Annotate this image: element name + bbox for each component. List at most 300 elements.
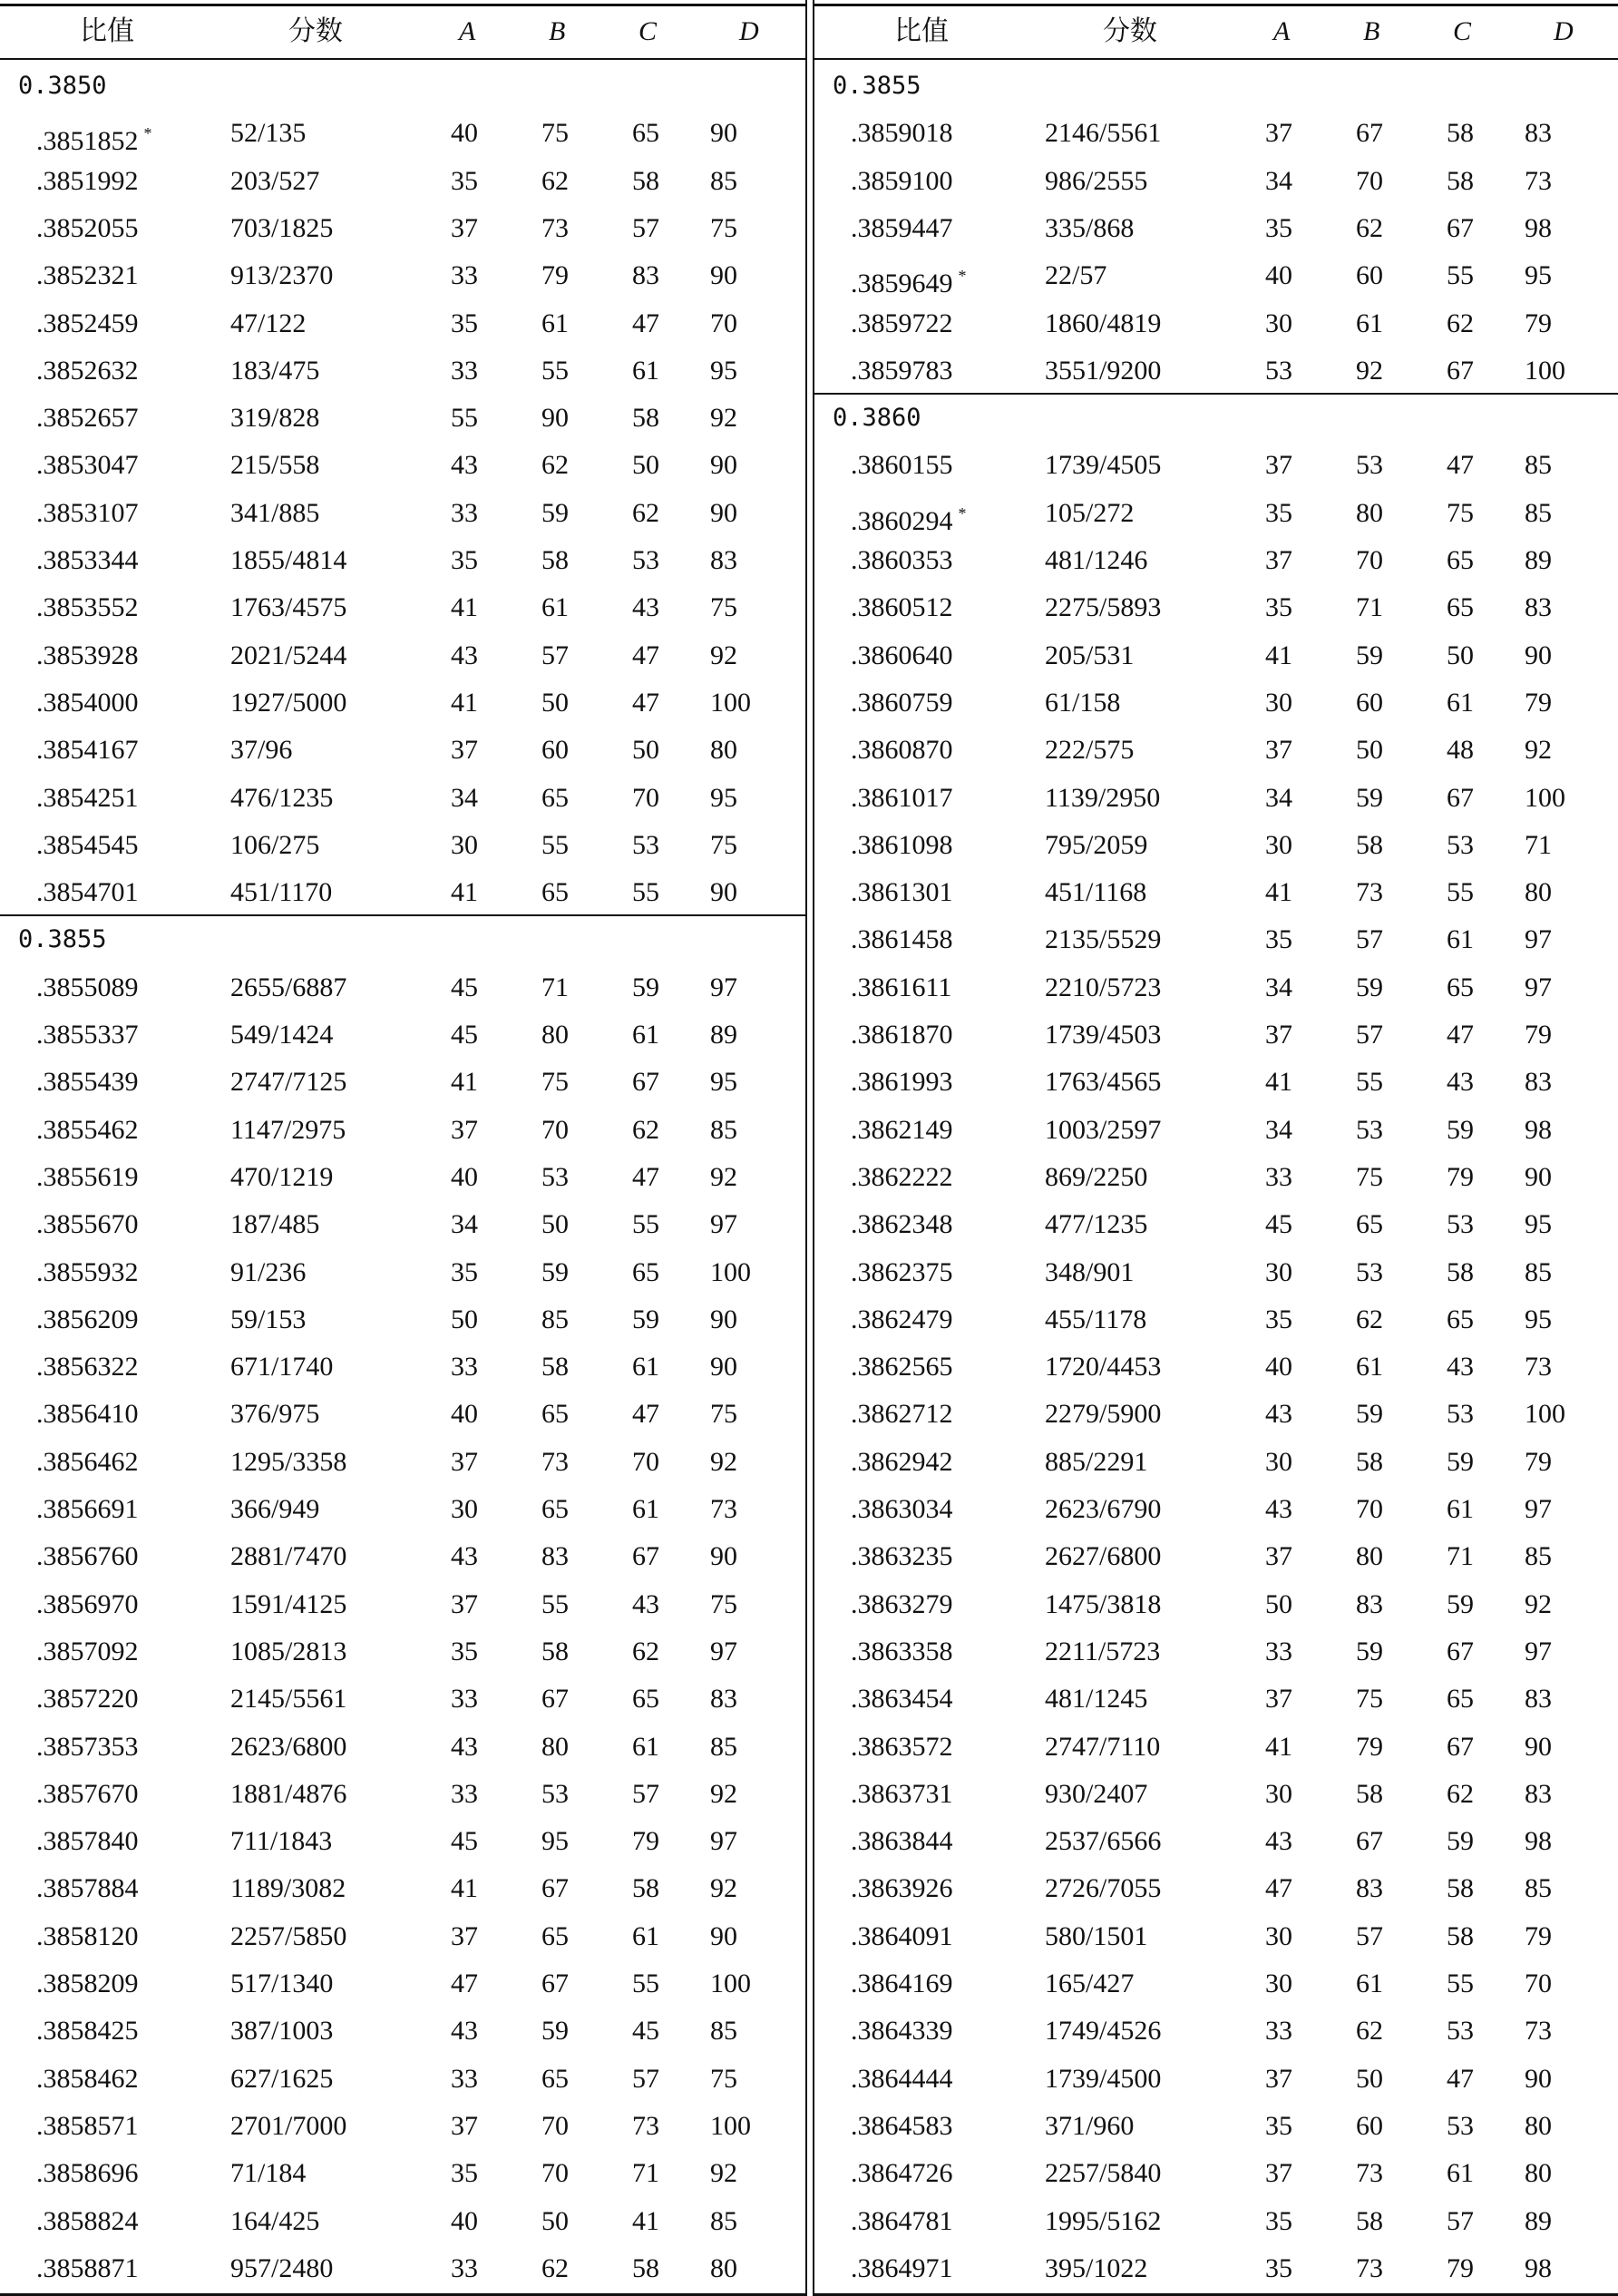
fraction-cell: 203/527 — [230, 165, 320, 196]
b-cell: 83 — [541, 1541, 569, 1572]
table-row — [0, 1391, 805, 1438]
c-cell: 58 — [1447, 1920, 1474, 1951]
b-cell: 57 — [1356, 924, 1383, 955]
table-row — [0, 775, 805, 822]
ratio-cell: .3864091 — [851, 1920, 953, 1951]
fraction-cell: 47/122 — [230, 308, 307, 338]
fraction-cell: 885/2291 — [1045, 1446, 1148, 1477]
fraction-cell: 1139/2950 — [1045, 782, 1161, 813]
ratio-cell: .3856322 — [36, 1352, 139, 1382]
a-cell: 40 — [1265, 1352, 1292, 1382]
c-cell: 45 — [632, 2016, 659, 2047]
header-d: D — [739, 16, 759, 46]
c-cell: 73 — [632, 2110, 659, 2141]
d-cell: 90 — [710, 877, 737, 908]
c-cell: 47 — [632, 308, 659, 338]
ratio-cell: .3857220 — [36, 1684, 139, 1715]
b-cell: 55 — [541, 829, 569, 860]
ratio-cell: .3860870 — [851, 735, 953, 766]
asterisk-mark: * — [958, 267, 967, 286]
c-cell: 48 — [1447, 735, 1474, 766]
table-row — [0, 1628, 805, 1676]
c-cell: 53 — [1447, 1399, 1474, 1430]
ratio-cell: .3861993 — [851, 1067, 953, 1098]
ratio-cell: .3854167 — [36, 735, 139, 766]
table-row — [814, 869, 1618, 916]
c-cell: 47 — [632, 1399, 659, 1430]
ratio-cell: .3853552 — [36, 592, 139, 623]
d-cell: 79 — [1525, 308, 1552, 338]
b-cell: 58 — [1356, 1446, 1383, 1477]
d-cell: 83 — [1525, 118, 1552, 149]
b-cell: 70 — [1356, 165, 1383, 196]
b-cell: 95 — [541, 1826, 569, 1857]
fraction-cell: 387/1003 — [230, 2016, 334, 2047]
c-cell: 71 — [632, 2158, 659, 2189]
fraction-cell: 580/1501 — [1045, 1920, 1148, 1951]
d-cell: 90 — [710, 1920, 737, 1951]
fraction-cell: 348/901 — [1045, 1256, 1135, 1287]
d-cell: 90 — [710, 118, 737, 149]
a-cell: 41 — [451, 592, 478, 623]
d-cell: 73 — [710, 1494, 737, 1524]
table-row — [814, 1913, 1618, 1960]
ratio-cell: .3862375 — [851, 1256, 953, 1287]
c-cell: 59 — [1447, 1114, 1474, 1145]
header-c: C — [638, 16, 658, 46]
table-row — [0, 1486, 805, 1533]
c-cell: 67 — [1447, 212, 1474, 243]
b-cell: 62 — [1356, 2016, 1383, 2047]
a-cell: 43 — [1265, 1494, 1292, 1524]
d-cell: 100 — [1525, 782, 1565, 813]
b-cell: 50 — [541, 1209, 569, 1240]
a-cell: 37 — [451, 1588, 478, 1619]
d-cell: 90 — [1525, 640, 1552, 670]
ratio-cell: .3859649 * — [851, 267, 967, 299]
a-cell: 41 — [1265, 1731, 1292, 1762]
ratio-cell: .3862479 — [851, 1304, 953, 1334]
b-cell: 53 — [541, 1778, 569, 1809]
b-cell: 61 — [1356, 1969, 1383, 1998]
d-cell: 79 — [1525, 1446, 1552, 1477]
fraction-cell: 205/531 — [1045, 640, 1135, 670]
table-row — [814, 2198, 1618, 2245]
a-cell: 34 — [1265, 165, 1292, 196]
d-cell: 90 — [1525, 1161, 1552, 1192]
b-cell: 65 — [541, 1920, 569, 1951]
fraction-cell: 376/975 — [230, 1399, 320, 1430]
ratio-cell: .3858425 — [36, 2016, 139, 2047]
d-cell: 80 — [1525, 2110, 1552, 2141]
ratio-cell: .3860512 — [851, 592, 953, 623]
ratio-cell: .3856209 — [36, 1304, 139, 1334]
d-cell: 75 — [710, 212, 737, 243]
ratio-cell: .3856410 — [36, 1399, 139, 1430]
b-cell: 75 — [541, 118, 569, 149]
b-cell: 80 — [1356, 497, 1383, 528]
d-cell: 97 — [710, 1209, 737, 1240]
fraction-cell: 930/2407 — [1045, 1778, 1148, 1809]
b-cell: 70 — [541, 2158, 569, 2189]
d-cell: 98 — [1525, 1114, 1552, 1145]
d-cell: 92 — [710, 2158, 737, 2189]
a-cell: 30 — [451, 1494, 478, 1524]
ratio-cell: .3859447 — [851, 212, 953, 243]
table-row — [814, 1628, 1618, 1676]
c-cell: 67 — [632, 1067, 659, 1098]
d-cell: 98 — [1525, 1826, 1552, 1857]
c-cell: 70 — [632, 782, 659, 813]
header-fraction: 分数 — [1103, 15, 1157, 47]
ratio-cell: .3857092 — [36, 1636, 139, 1666]
c-cell: 79 — [632, 1826, 659, 1857]
d-cell: 83 — [710, 545, 737, 575]
table-row — [0, 2008, 805, 2055]
ratio-cell: .3864339 — [851, 2016, 953, 2047]
fraction-cell: 913/2370 — [230, 260, 334, 291]
b-cell: 90 — [541, 403, 569, 434]
table-row — [0, 1533, 805, 1580]
b-cell: 71 — [541, 972, 569, 1002]
fraction-cell: 1763/4565 — [1045, 1067, 1162, 1098]
ratio-cell: .3862348 — [851, 1209, 953, 1240]
a-cell: 55 — [451, 403, 478, 434]
ratio-cell: .3854545 — [36, 829, 139, 860]
fraction-cell: 2211/5723 — [1045, 1636, 1161, 1666]
d-cell: 98 — [1525, 2252, 1552, 2283]
fraction-cell: 711/1843 — [230, 1826, 333, 1857]
right-table-panel — [813, 0, 1618, 2296]
ratio-cell: .3863358 — [851, 1636, 953, 1666]
fraction-cell: 455/1178 — [1045, 1304, 1147, 1334]
c-cell: 47 — [1447, 450, 1474, 481]
c-cell: 47 — [632, 640, 659, 670]
fraction-cell: 2701/7000 — [230, 2110, 347, 2141]
d-cell: 75 — [710, 1399, 737, 1430]
b-cell: 73 — [1356, 2252, 1383, 2283]
table-row — [0, 1296, 805, 1343]
b-cell: 53 — [541, 1161, 569, 1192]
fraction-cell: 2146/5561 — [1045, 118, 1162, 149]
a-cell: 45 — [451, 1020, 478, 1050]
b-cell: 58 — [541, 1352, 569, 1382]
d-cell: 83 — [710, 1684, 737, 1715]
fraction-cell: 2655/6887 — [230, 972, 347, 1002]
a-cell: 34 — [1265, 782, 1292, 813]
table-row — [814, 1818, 1618, 1865]
d-cell: 75 — [710, 829, 737, 860]
table-row — [814, 775, 1618, 822]
a-cell: 33 — [451, 497, 478, 528]
ratio-cell: .3863572 — [851, 1731, 953, 1762]
b-cell: 67 — [1356, 118, 1383, 149]
a-cell: 37 — [1265, 735, 1292, 766]
a-cell: 35 — [1265, 2205, 1292, 2236]
fraction-cell: 1860/4819 — [1045, 308, 1162, 338]
d-cell: 95 — [1525, 1209, 1552, 1240]
b-cell: 67 — [541, 1873, 569, 1904]
c-cell: 62 — [632, 497, 659, 528]
d-cell: 98 — [1525, 212, 1552, 243]
c-cell: 61 — [1447, 924, 1474, 955]
a-cell: 37 — [1265, 450, 1292, 481]
b-cell: 73 — [1356, 877, 1383, 908]
a-cell: 33 — [1265, 1636, 1292, 1666]
d-cell: 85 — [1525, 450, 1552, 481]
fraction-cell: 335/868 — [1045, 212, 1135, 243]
a-cell: 35 — [1265, 924, 1292, 955]
d-cell: 83 — [1525, 1778, 1552, 1809]
table-row — [814, 964, 1618, 1011]
a-cell: 43 — [451, 640, 478, 670]
b-cell: 59 — [1356, 782, 1383, 813]
d-cell: 79 — [1525, 687, 1552, 718]
fraction-cell: 869/2250 — [1045, 1161, 1148, 1192]
fraction-cell: 1995/5162 — [1045, 2205, 1162, 2236]
c-cell: 55 — [632, 1969, 659, 1998]
b-cell: 59 — [1356, 972, 1383, 1002]
a-cell: 33 — [451, 1352, 478, 1382]
a-cell: 41 — [451, 877, 478, 908]
header-ratio: 比值 — [80, 15, 134, 47]
table-row — [814, 158, 1618, 205]
a-cell: 33 — [451, 1778, 478, 1809]
b-cell: 57 — [1356, 1020, 1383, 1050]
d-cell: 75 — [710, 1588, 737, 1619]
d-cell: 92 — [710, 1873, 737, 1904]
d-cell: 85 — [710, 2016, 737, 2047]
d-cell: 75 — [710, 592, 737, 623]
b-cell: 80 — [541, 1020, 569, 1050]
b-cell: 79 — [1356, 1731, 1383, 1762]
a-cell: 33 — [451, 2252, 478, 2283]
b-cell: 53 — [1356, 1114, 1383, 1145]
d-cell: 79 — [1525, 1920, 1552, 1951]
table-row — [0, 1107, 805, 1154]
table-row — [0, 1439, 805, 1486]
c-cell: 47 — [632, 1161, 659, 1192]
table-row — [0, 964, 805, 1011]
a-cell: 45 — [451, 1826, 478, 1857]
header-a: A — [459, 16, 476, 46]
fraction-cell: 2275/5893 — [1045, 592, 1162, 623]
table-row — [814, 1960, 1618, 2008]
c-cell: 43 — [632, 592, 659, 623]
c-cell: 62 — [1447, 308, 1474, 338]
c-cell: 57 — [632, 2063, 659, 2094]
a-cell: 30 — [1265, 1256, 1292, 1287]
ratio-cell: .3861611 — [851, 972, 952, 1002]
ratio-cell: .3859783 — [851, 355, 953, 386]
ratio-cell: .3857353 — [36, 1731, 139, 1762]
ratio-cell: .3864169 — [851, 1969, 953, 1998]
c-cell: 50 — [1447, 640, 1474, 670]
b-cell: 60 — [1356, 260, 1383, 291]
fraction-cell: 549/1424 — [230, 1020, 334, 1050]
a-cell: 43 — [451, 450, 478, 481]
b-cell: 62 — [541, 2252, 569, 2283]
fraction-cell: 2726/7055 — [1045, 1873, 1162, 1904]
table-row — [0, 1960, 805, 2008]
table-row — [0, 679, 805, 727]
fraction-cell: 1720/4453 — [1045, 1352, 1162, 1382]
c-cell: 58 — [1447, 165, 1474, 196]
fraction-cell: 37/96 — [230, 735, 293, 766]
d-cell: 90 — [710, 1541, 737, 1572]
fraction-cell: 59/153 — [230, 1304, 307, 1334]
ratio-cell: .3858209 — [36, 1969, 139, 1998]
ratio-cell: .3863034 — [851, 1494, 953, 1524]
table-row — [814, 1486, 1618, 1533]
fraction-cell: 1739/4500 — [1045, 2063, 1162, 2094]
table-row — [0, 584, 805, 631]
c-cell: 61 — [632, 1494, 659, 1524]
c-cell: 79 — [1447, 1161, 1474, 1192]
table-row — [0, 490, 805, 537]
b-cell: 65 — [541, 2063, 569, 2094]
a-cell: 33 — [451, 355, 478, 386]
c-cell: 55 — [1447, 1969, 1474, 1998]
fraction-cell: 215/558 — [230, 450, 320, 481]
b-cell: 65 — [541, 782, 569, 813]
ratio-cell: .3862942 — [851, 1446, 953, 1477]
a-cell: 35 — [451, 2158, 478, 2189]
a-cell: 50 — [451, 1304, 478, 1334]
d-cell: 85 — [1525, 1256, 1552, 1287]
c-cell: 43 — [632, 1588, 659, 1619]
ratio-cell: .3855932 — [36, 1256, 139, 1287]
c-cell: 41 — [632, 2205, 659, 2236]
table-row — [0, 300, 805, 347]
table-row — [0, 252, 805, 299]
c-cell: 59 — [1447, 1446, 1474, 1477]
a-cell: 40 — [451, 1399, 478, 1430]
fraction-cell: 476/1235 — [230, 782, 334, 813]
ratio-cell: .3856462 — [36, 1446, 139, 1477]
fraction-cell: 187/485 — [230, 1209, 320, 1240]
b-cell: 55 — [1356, 1067, 1383, 1098]
b-cell: 73 — [541, 1446, 569, 1477]
fraction-cell: 1591/4125 — [230, 1588, 347, 1619]
a-cell: 30 — [1265, 829, 1292, 860]
d-cell: 89 — [1525, 545, 1552, 575]
a-cell: 41 — [1265, 640, 1292, 670]
c-cell: 47 — [1447, 2063, 1474, 2094]
c-cell: 53 — [1447, 1209, 1474, 1240]
a-cell: 53 — [1265, 355, 1292, 386]
fraction-cell: 105/272 — [1045, 497, 1135, 528]
ratio-cell: .3852632 — [36, 355, 139, 386]
ratio-cell: .3863235 — [851, 1541, 953, 1572]
table-row — [0, 822, 805, 869]
ratio-cell: .3864971 — [851, 2252, 953, 2283]
fraction-cell: 2623/6800 — [230, 1731, 347, 1762]
ratio-cell: .3854251 — [36, 782, 139, 813]
a-cell: 34 — [1265, 972, 1292, 1002]
c-cell: 65 — [1447, 1684, 1474, 1715]
ratio-cell: .3862149 — [851, 1114, 953, 1145]
table-row — [814, 537, 1618, 584]
c-cell: 47 — [632, 687, 659, 718]
header-b: B — [549, 16, 566, 46]
b-cell: 58 — [1356, 829, 1383, 860]
fraction-cell: 2881/7470 — [230, 1541, 347, 1572]
a-cell: 37 — [451, 735, 478, 766]
c-cell: 61 — [1447, 687, 1474, 718]
table-row — [814, 490, 1618, 537]
ratio-cell: .3858462 — [36, 2063, 139, 2094]
table-row — [814, 1581, 1618, 1628]
a-cell: 33 — [451, 2063, 478, 2094]
table-row — [0, 2150, 805, 2197]
d-cell: 80 — [710, 735, 737, 766]
d-cell: 92 — [1525, 1588, 1552, 1619]
ratio-cell: .3864726 — [851, 2158, 953, 2189]
b-cell: 57 — [1356, 1920, 1383, 1951]
b-cell: 83 — [1356, 1873, 1383, 1904]
fraction-cell: 1749/4526 — [1045, 2016, 1162, 2047]
d-cell: 100 — [710, 1256, 751, 1287]
fraction-cell: 2279/5900 — [1045, 1399, 1162, 1430]
c-cell: 59 — [632, 1304, 659, 1334]
d-cell: 90 — [710, 1304, 737, 1334]
a-cell: 30 — [1265, 1969, 1292, 1998]
table-row — [0, 1771, 805, 1818]
a-cell: 37 — [451, 2110, 478, 2141]
fraction-cell: 451/1168 — [1045, 877, 1147, 908]
table-row — [814, 252, 1618, 299]
b-cell: 75 — [1356, 1684, 1383, 1715]
table-row — [814, 2103, 1618, 2150]
d-cell: 80 — [1525, 877, 1552, 908]
c-cell: 65 — [632, 1684, 659, 1715]
c-cell: 65 — [632, 118, 659, 149]
b-cell: 79 — [541, 260, 569, 291]
ratio-cell: .3857670 — [36, 1778, 139, 1809]
table-row — [814, 1059, 1618, 1106]
c-cell: 58 — [632, 403, 659, 434]
d-cell: 92 — [710, 1161, 737, 1192]
fraction-cell: 164/425 — [230, 2205, 320, 2236]
c-cell: 57 — [632, 212, 659, 243]
c-cell: 59 — [632, 972, 659, 1002]
a-cell: 34 — [451, 1209, 478, 1240]
b-cell: 67 — [541, 1684, 569, 1715]
d-cell: 70 — [1525, 1969, 1552, 1998]
c-cell: 59 — [1447, 1588, 1474, 1619]
table-row — [0, 1676, 805, 1723]
a-cell: 37 — [1265, 1684, 1292, 1715]
b-cell: 65 — [541, 877, 569, 908]
fraction-cell: 2627/6800 — [1045, 1541, 1162, 1572]
table-row — [814, 727, 1618, 774]
fraction-cell: 395/1022 — [1045, 2252, 1148, 2283]
table-row — [814, 2056, 1618, 2103]
a-cell: 37 — [451, 1114, 478, 1145]
fraction-cell: 986/2555 — [1045, 165, 1148, 196]
b-cell: 50 — [1356, 735, 1383, 766]
b-cell: 58 — [541, 545, 569, 575]
table-row — [0, 2056, 805, 2103]
a-cell: 37 — [451, 1446, 478, 1477]
a-cell: 41 — [451, 1067, 478, 1098]
table-row — [0, 1865, 805, 1912]
b-cell: 61 — [541, 308, 569, 338]
table-row — [814, 1865, 1618, 1912]
c-cell: 47 — [1447, 1020, 1474, 1050]
a-cell: 37 — [451, 1920, 478, 1951]
